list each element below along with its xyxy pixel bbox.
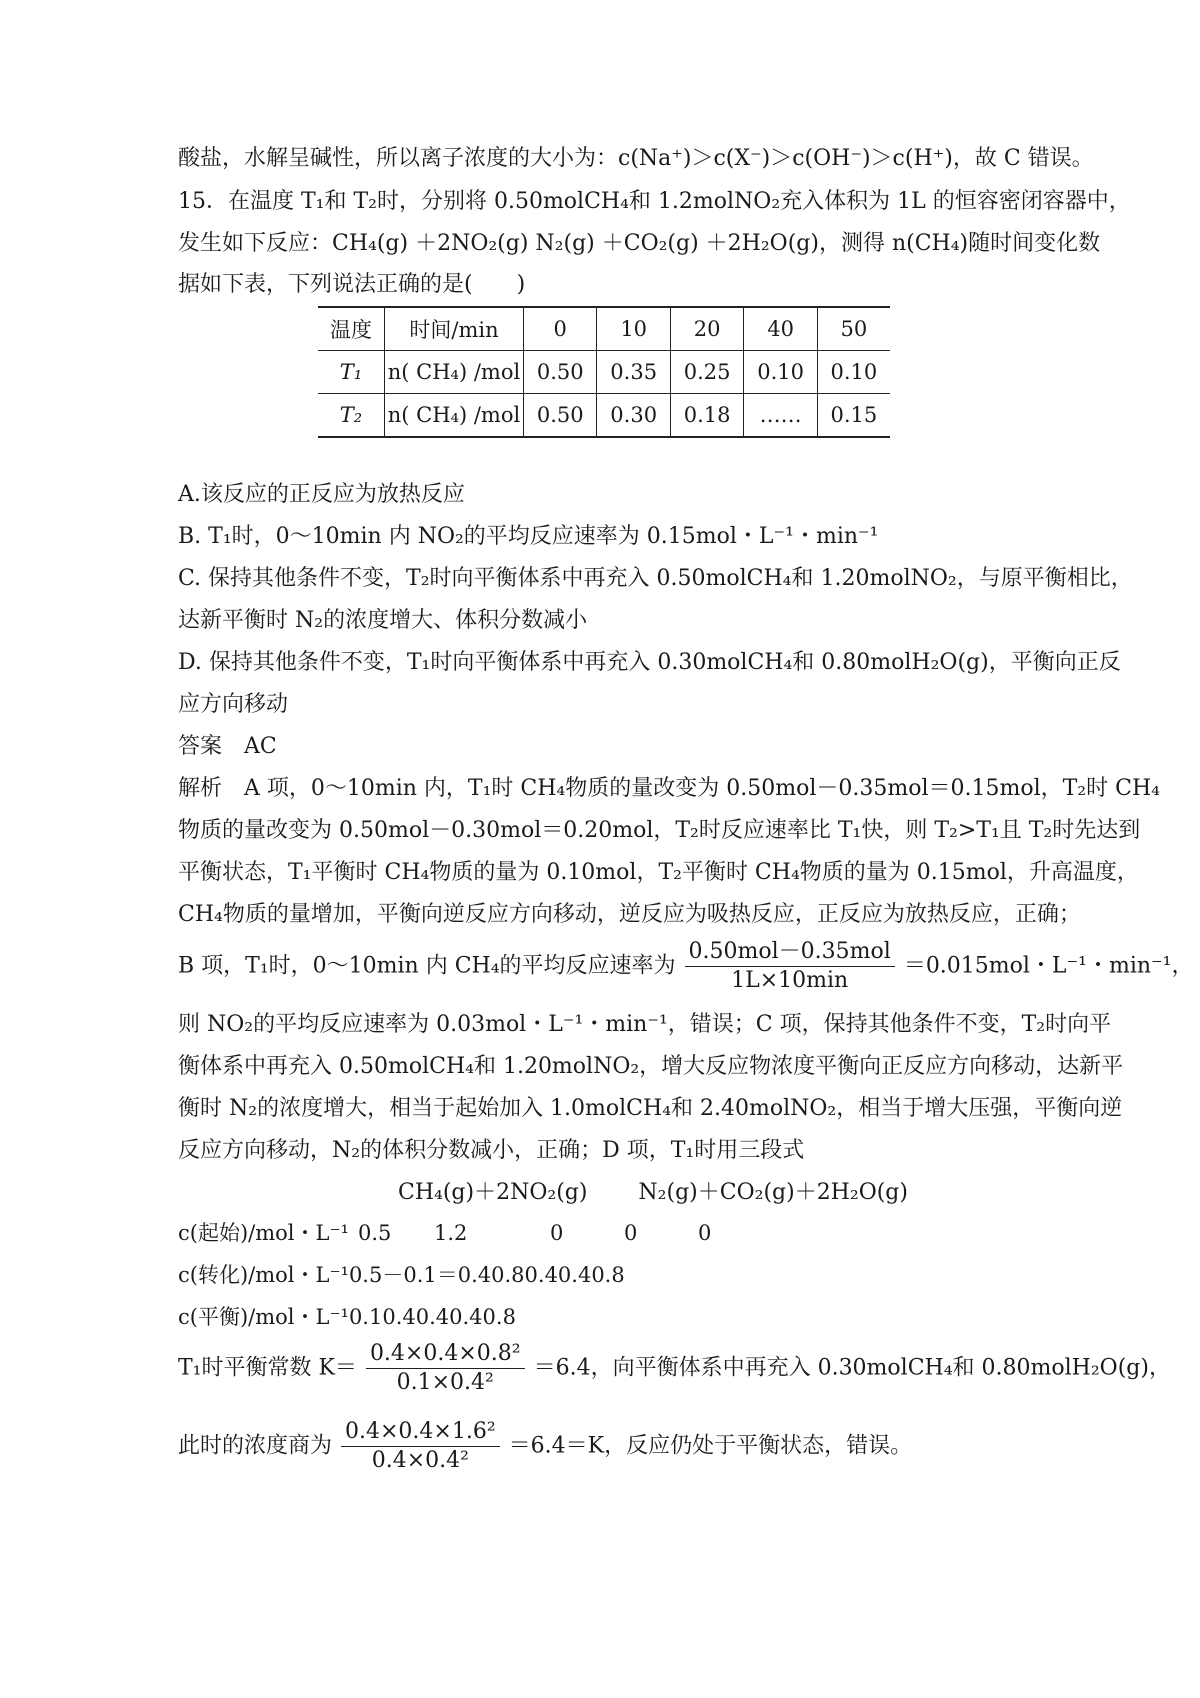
table-cell: 0.18: [670, 394, 743, 438]
q-expression-line: [178, 1418, 912, 1475]
table-cell: 0.15: [817, 394, 890, 438]
explanation-line: 物质的量改变为 0.50mol－0.30mol＝0.20mol，T₂时反应速率比 T₁快，则 T₂>T₁且 T₂时先达到: [178, 818, 1141, 843]
table-cell: 温度: [330, 318, 372, 342]
option-d-cont: 应方向移动: [178, 692, 289, 717]
table-row: [318, 351, 890, 394]
reaction-equation: CH₄(g)＋2NO₂(g) N₂(g)＋CO₂(g)＋2H₂O(g): [398, 1180, 908, 1205]
table-cell: 10: [597, 307, 670, 351]
option-a: A.该反应的正反应为放热反应: [178, 482, 465, 507]
table-cell: n( CH₄) /mol: [385, 394, 524, 438]
fraction-denominator: 0.4×0.4²: [371, 1448, 469, 1473]
table-cell: T₂: [339, 403, 363, 427]
table-cell: 时间/min: [385, 307, 524, 351]
ice-initial-value: 0: [550, 1221, 564, 1245]
fraction-numerator: 0.4×0.4×0.8²: [366, 1340, 525, 1369]
table-cell: 0.25: [670, 351, 743, 394]
question-title: 15．在温度 T₁和 T₂时，分别将 0.50molCH₄和 1.2molNO₂充入体积为 1L 的恒容密闭容器中，: [178, 189, 1131, 214]
explanation-line: 反应方向移动，N₂的体积分数减小，正确；D 项，T₁时用三段式: [178, 1138, 805, 1163]
table-cell: 0.35: [597, 351, 670, 394]
table-cell: n( CH₄) /mol: [385, 351, 524, 394]
table-cell: 0.30: [597, 394, 670, 438]
ice-initial-value: 0.5: [358, 1221, 392, 1245]
text-line: 发生如下反应：CH₄(g) ＋2NO₂(g) N₂(g) ＋CO₂(g) ＋2H₂O(g)，测得 n(CH₄)随时间变化数: [178, 231, 1101, 256]
explanation-text: ＝0.015mol・L⁻¹・min⁻¹，: [903, 953, 1194, 979]
table-cell: 50: [817, 307, 890, 351]
fraction-denominator: 1L×10min: [731, 968, 849, 993]
table-header-row: [318, 307, 890, 351]
k-expression-line: [178, 1340, 1171, 1397]
answer-line: 答案 AC: [178, 734, 277, 759]
ice-equilibrium-line: c(平衡)/mol・L⁻¹0.10.40.40.40.8: [178, 1305, 516, 1329]
ice-initial-label: c(起始)/mol・L⁻¹: [178, 1221, 349, 1245]
explanation-line: 解析 A 项，0～10min 内，T₁时 CH₄物质的量改变为 0.50mol－0.35mol＝0.15mol，T₂时 CH₄: [178, 776, 1160, 801]
text-line: 酸盐，水解呈碱性，所以离子浓度的大小为：c(Na⁺)＞c(X⁻)＞c(OH⁻)＞c(H⁺)，故 C 错误。: [178, 146, 1094, 171]
table-cell: T₁: [339, 360, 363, 384]
ice-initial-value: 0: [624, 1221, 638, 1245]
explanation-text: ＝6.4，向平衡体系中再充入 0.30molCH₄和 0.80molH₂O(g)，: [533, 1355, 1171, 1381]
ice-initial-value: 0: [698, 1221, 712, 1245]
k-fraction: [366, 1340, 525, 1397]
fraction-numerator: 0.4×0.4×1.6²: [341, 1418, 500, 1447]
explanation-text: 此时的浓度商为: [178, 1433, 333, 1459]
option-c-cont: 达新平衡时 N₂的浓度增大、体积分数减小: [178, 608, 588, 633]
table-cell: ……: [744, 394, 817, 438]
explanation-line: 则 NO₂的平均反应速率为 0.03mol・L⁻¹・min⁻¹，错误；C 项，保持其他条件不变，T₂时向平: [178, 1012, 1112, 1037]
explanation-line: 平衡状态，T₁平衡时 CH₄物质的量为 0.10mol，T₂平衡时 CH₄物质的量为 0.15mol，升高温度，: [178, 860, 1139, 885]
table-cell: 0.10: [744, 351, 817, 394]
explanation-line: 衡体系中再充入 0.50molCH₄和 1.20molNO₂，增大反应物浓度平衡向正反应方向移动，达新平: [178, 1054, 1124, 1079]
explanation-line: 衡时 N₂的浓度增大，相当于起始加入 1.0molCH₄和 2.40molNO₂，相当于增大压强，平衡向逆: [178, 1096, 1123, 1121]
table-cell: 0.10: [817, 351, 890, 394]
option-c: C. 保持其他条件不变，T₂时向平衡体系中再充入 0.50molCH₄和 1.20molNO₂，与原平衡相比，: [178, 566, 1133, 591]
table-cell: 0.50: [524, 394, 597, 438]
table-cell: 0: [524, 307, 597, 351]
explanation-line: CH₄物质的量增加，平衡向逆反应方向移动，逆反应为吸热反应，正反应为放热反应，正确；: [178, 902, 1081, 927]
explanation-text: ＝6.4＝K，反应仍处于平衡状态，错误。: [508, 1433, 913, 1459]
ice-change-line: c(转化)/mol・L⁻¹0.5－0.1＝0.40.80.40.40.8: [178, 1263, 625, 1287]
option-d: D. 保持其他条件不变，T₁时向平衡体系中再充入 0.30molCH₄和 0.80molH₂O(g)，平衡向正反: [178, 650, 1121, 675]
table-row: [318, 394, 890, 438]
fraction-denominator: 0.1×0.4²: [396, 1370, 494, 1395]
explanation-rate-line: [178, 938, 1193, 995]
table-cell: 40: [744, 307, 817, 351]
text-line: 据如下表，下列说法正确的是( ): [178, 272, 526, 297]
explanation-text: T₁时平衡常数 K＝: [178, 1355, 357, 1381]
data-table: [318, 306, 890, 438]
rate-fraction: [685, 938, 895, 995]
q-fraction: [341, 1418, 500, 1475]
table-cell: 20: [670, 307, 743, 351]
explanation-text: B 项，T₁时，0～10min 内 CH₄的平均反应速率为: [178, 953, 676, 979]
ice-initial-value: 1.2: [434, 1221, 468, 1245]
table-cell: 0.50: [524, 351, 597, 394]
option-b: B. T₁时，0～10min 内 NO₂的平均反应速率为 0.15mol・L⁻¹・min⁻¹: [178, 524, 879, 549]
fraction-numerator: 0.50mol－0.35mol: [685, 938, 895, 967]
